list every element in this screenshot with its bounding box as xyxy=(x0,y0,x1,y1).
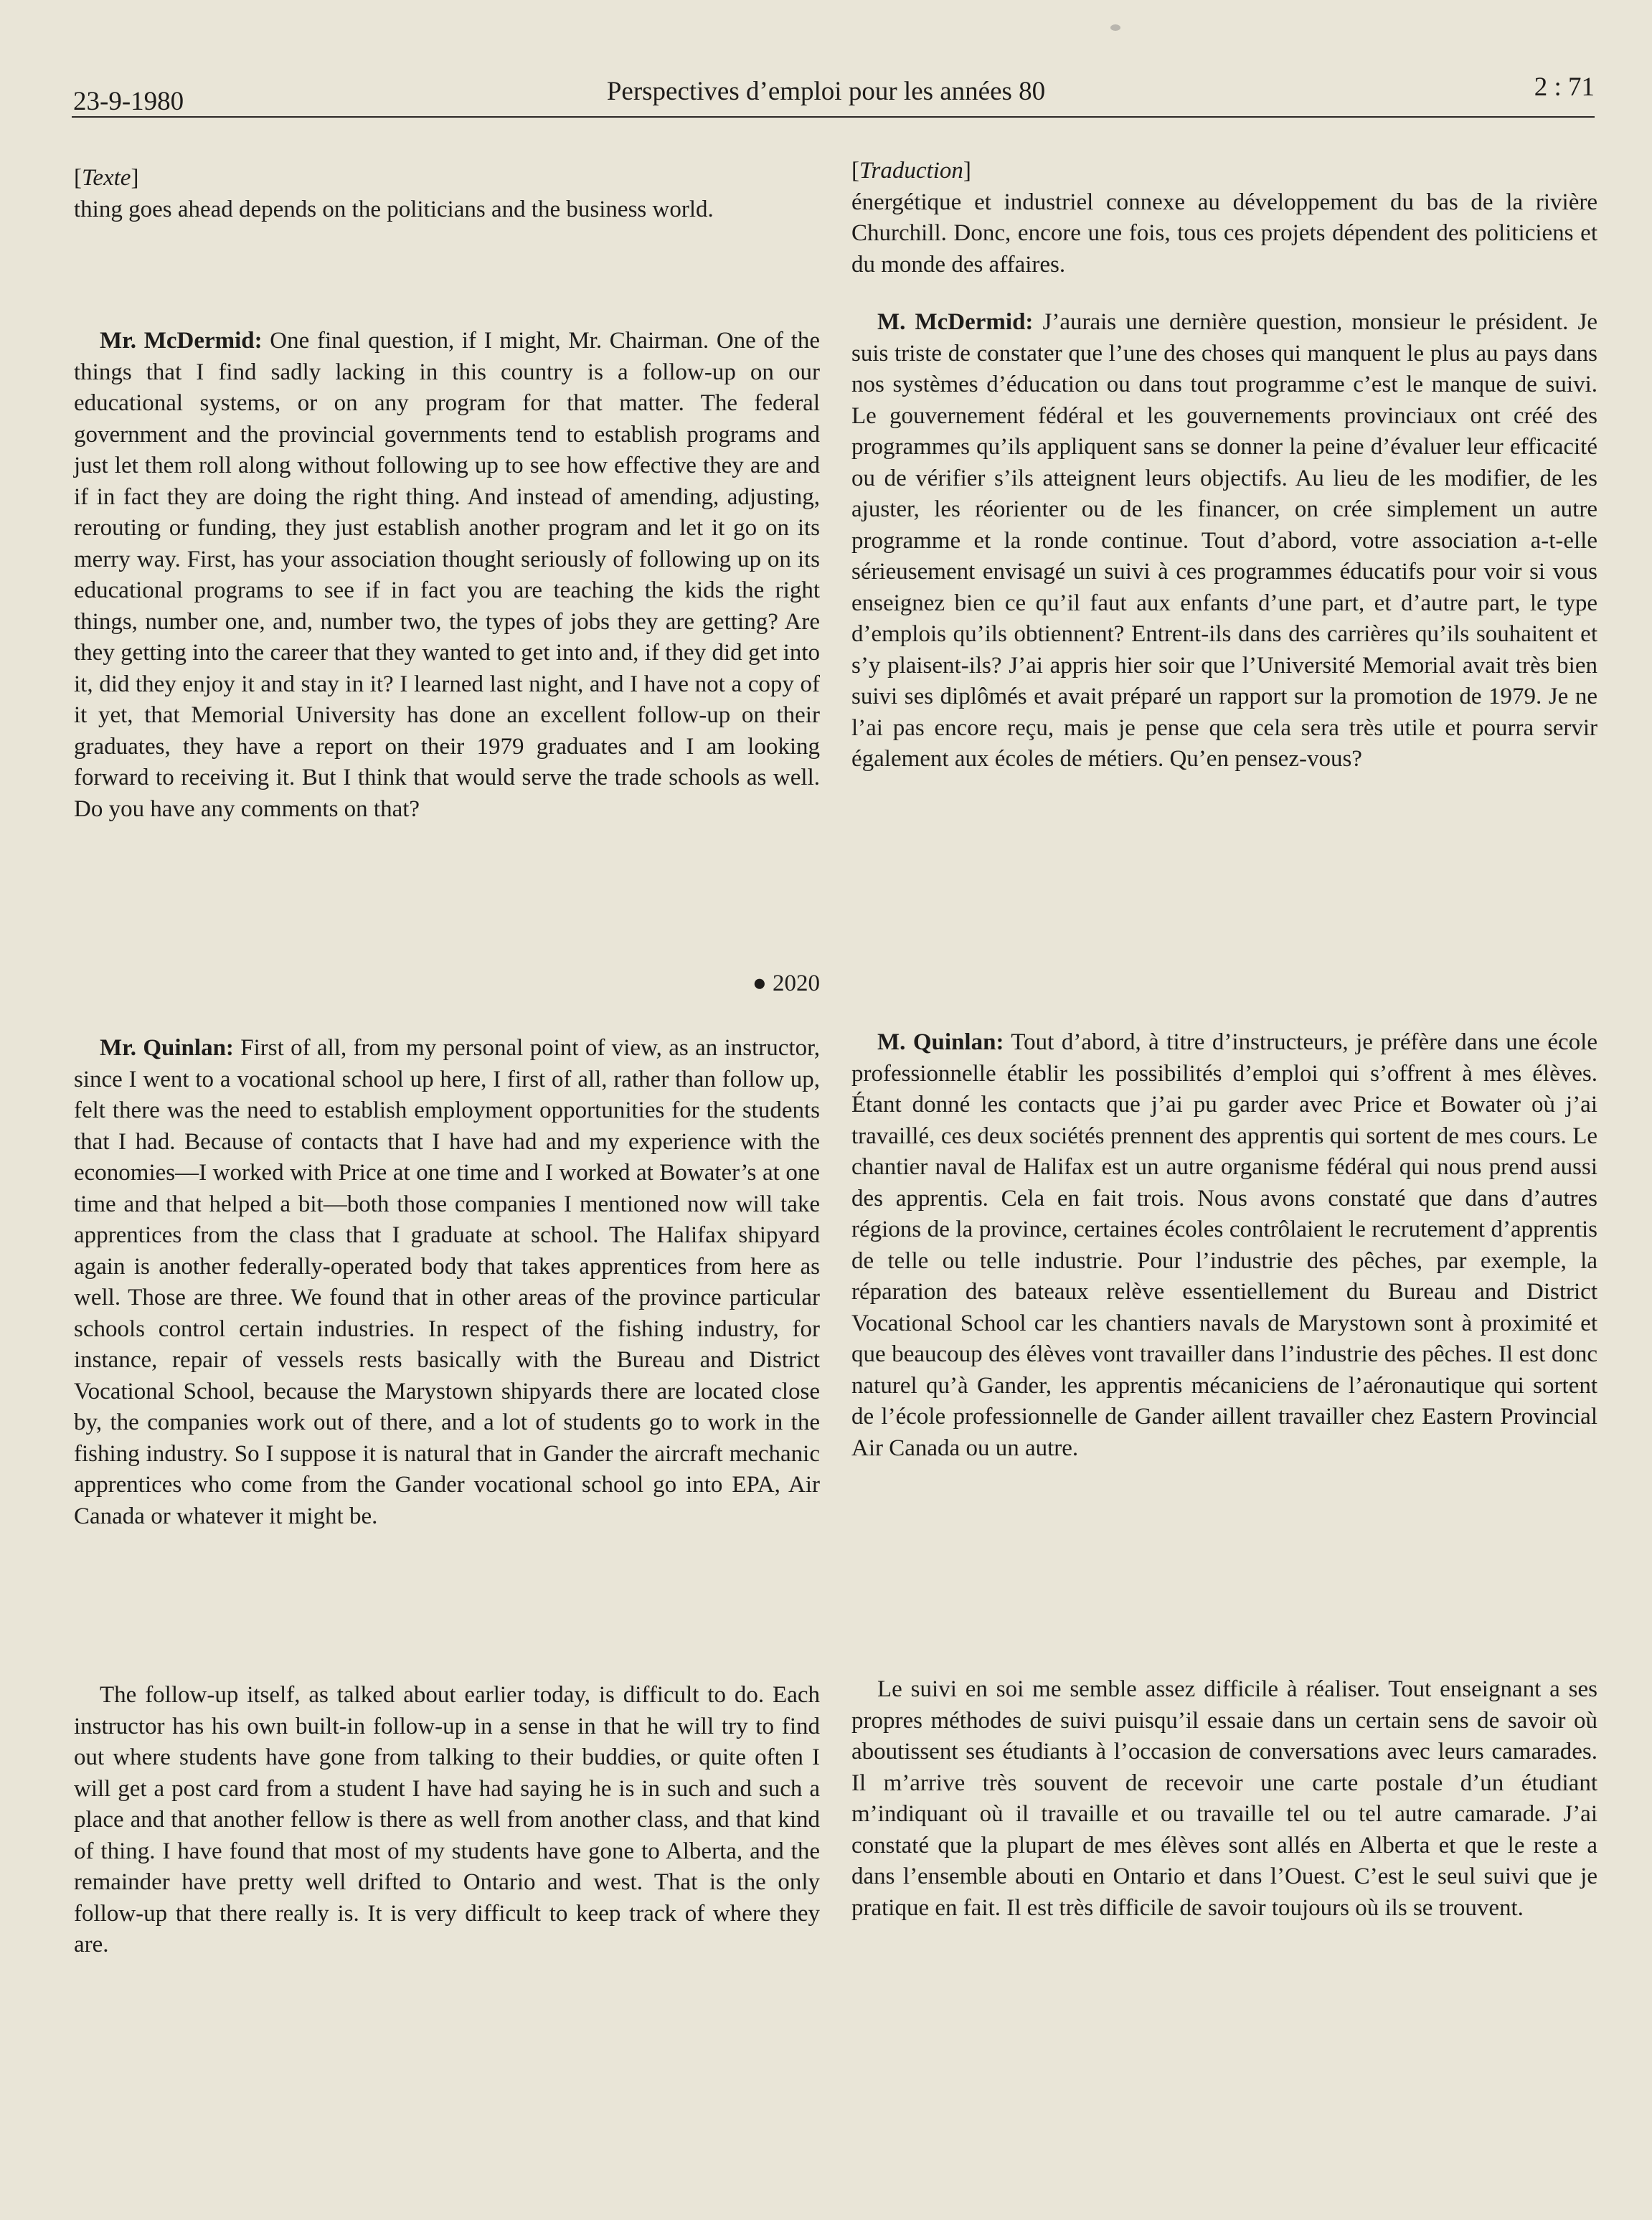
speech-mcdermid xyxy=(74,326,820,825)
language-label xyxy=(851,156,1597,187)
header-rule xyxy=(72,116,1595,118)
scan-smudge xyxy=(1110,24,1120,31)
english-followup-block xyxy=(74,1680,820,1961)
header-page-number: 2 : 71 xyxy=(1534,72,1595,102)
speech-mcdermid xyxy=(851,307,1597,775)
speech-text: One final question, if I might, Mr. Chairman. One of the things that I find sadly lacking in this country is a follow-up on our educational systems, or on any program for that matter. The federal government and the provincial governments tend to establish programs and just let them roll along without following up to see how effective they are and if in fact they are doing the right thing. And instead of amending, adjusting, rerouting or funding, they just establish another program and let it go on its merry way. First, has your association thought seriously of following up on its educational programs to see if in fact you are teaching the kids the right things, number one, and, number two, the types of jobs they are getting? Are they getting into the career that they wanted to get into and, if they did get into it, did they enjoy it and stay in it? I learned last night, and I have not a copy of it yet, that Memorial University has done an excellent follow-up on their graduates, they have a report on their 1979 graduates and I am looking forward to receiving it. But I think that would serve the trade schools as well. Do you have any comments on that? xyxy=(74,328,820,822)
speech-followup: The follow-up itself, as talked about earlier today, is difficult to do. Each instructor has his own built-in follow-up in a sense in that he will try to find out where students have gone from talking to their buddies, or quite often I will get a post card from a student I have had saying he is in such and such a place and that another fellow is there as well from another class, and that kind of thing. I have found that most of my students have gone to Alberta, and the remainder have pretty well drifted to Ontario and west. That is the only follow-up that there really is. It is very difficult to keep track of where they are. xyxy=(74,1682,820,1957)
paragraph-continued: énergétique et industriel connexe au développement du bas de la rivière Churchill. Donc, encore une fois, tous ces projets dépendent des politiciens et du monde des affaires. xyxy=(851,189,1597,278)
speech-followup: Le suivi en soi me semble assez difficile à réaliser. Tout enseignant a ses propres méthodes de suivi puisqu’il essaie dans un certain sens de savoir où aboutissent ses étudiants à l’occasion de conversations avec leurs camarades. Il m’arrive très souvent de recevoir une carte postale d’un étudiant m’indiquant où il travaille et ou travaille tel ou tel autre camarade. J’ai constaté que la plupart de mes élèves sont allés en Alberta et que le reste a dans l’ensemble abouti en Ontario et dans l’Ouest. C’est le seul suivi que je pratique en fait. Il est très difficile de savoir toujours où ils se trouvent. xyxy=(851,1676,1597,1921)
english-quinlan-block xyxy=(74,1033,820,1532)
label-bracket-open: [ xyxy=(74,165,82,191)
speaker-name: Mr. McDermid: xyxy=(100,328,263,354)
english-column xyxy=(74,163,820,225)
speech-text: First of all, from my personal point of view, as an instructor, since I went to a vocational school up here, I first of all, rather than follow up, felt there was the need to establish employment opportunities for the students that I had. Because of contacts that I have had and my experience with the economies—I worked with Price at one time and I worked at Bowater’s at one time and that helped a bit—both those companies I mentioned now will take apprentices from the class that I graduate at school. The Halifax shipyard again is another federally-operated body that takes apprentices from here as well. Those are three. We found that in other areas of the province particular schools control certain industries. In respect of the fishing industry, for instance, repair of vessels rests basically with the Bureau and District Vocational School, because the Marystown shipyards there are located close by, the companies work out of there, and a lot of students go to work in the fishing industry. So I suppose it is natural that in Gander the aircraft mechanic apprentices who come from the Gander vocational school go into EPA, Air Canada or whatever it might be. xyxy=(74,1035,820,1529)
speaker-name: M. Quinlan: xyxy=(877,1029,1004,1055)
time-marker: ● 2020 xyxy=(752,970,820,996)
time-marker-block xyxy=(74,968,820,1000)
label-bracket-open: [ xyxy=(851,158,859,184)
french-column xyxy=(851,156,1597,280)
header-title: Perspectives d’emploi pour les années 80 xyxy=(606,77,1046,106)
label-bracket-close: ] xyxy=(131,165,139,191)
french-mcdermid-block xyxy=(851,307,1597,775)
label-text: Texte xyxy=(82,165,131,191)
speech-quinlan xyxy=(74,1033,820,1532)
speech-quinlan xyxy=(851,1027,1597,1464)
english-mcdermid-block xyxy=(74,326,820,825)
label-bracket-close: ] xyxy=(963,158,971,184)
speaker-name: M. McDermid: xyxy=(877,309,1034,335)
label-text: Traduction xyxy=(859,158,963,184)
speech-text: J’aurais une dernière question, monsieur le président. Je suis triste de constater que l’une des choses qui manquent le plus au pays dans nos systèmes d’éducation ou dans tout programme c’est le manque de suivi. Le gouvernement fédéral et les gouvernements provinciaux ont créé des programmes qu’ils appliquent sans se donner la peine d’évaluer leur efficacité ou de vérifier s’ils atteignent leurs objectifs. Au lieu de les modifier, de les ajuster, les réorienter ou de les financer, on crée simplement un autre programme et la ronde continue. Tout d’abord, votre association a-t-elle sérieusement envisagé un suivi à ces programmes éducatifs pour voir si vous enseignez bien ce qu’il faut aux enfants d’une part, et d’autre part, le type d’emplois qu’ils obtiennent? Entrent-ils dans des carrières qu’ils souhaitent et s’y plaisent-ils? J’ai appris hier soir que l’Université Memorial avait très bien suivi ses diplômés et avait préparé un rapport sur la promotion de 1979. Je ne l’ai pas encore reçu, mais je pense que cela sera très utile et pourra servir également aux écoles de métiers. Qu’en pensez-vous? xyxy=(851,309,1597,772)
speech-text: Tout d’abord, à titre d’instructeurs, je préfère dans une école professionnelle établir les possibilités d’emploi qui s’offrent à mes élèves. Étant donné les contacts que j’ai pu garder avec Price et Bowater où j’ai travaillé, ces deux sociétés prennent des apprentis qui sortent de mes cours. Le chantier naval de Halifax est un autre organisme fédéral qui nous prend aussi des apprentis. Cela en fait trois. Nous avons constaté que dans d’autres régions de la province, certaines écoles contrôlaient le recrutement d’apprentis de telle ou telle industrie. Pour l’industrie des pêches, par exemple, la réparation des bateaux relève essentiellement du Bureau and District Vocational School car les chantiers navals de Marystown sont à proximité et que beaucoup des élèves vont travailler dans l’industrie des pêches. Il est donc naturel qu’à Gander, les apprentis mécaniciens de l’aéronautique qui sortent de l’école professionnelle de Gander aillent travailler chez Eastern Provincial Air Canada ou un autre. xyxy=(851,1029,1597,1461)
header-date: 23-9-1980 xyxy=(73,87,184,116)
french-followup-block xyxy=(851,1674,1597,1924)
paragraph-continued: thing goes ahead depends on the politicians and the business world. xyxy=(74,196,714,222)
french-quinlan-block xyxy=(851,1027,1597,1464)
language-label xyxy=(74,163,820,194)
speaker-name: Mr. Quinlan: xyxy=(100,1035,234,1061)
